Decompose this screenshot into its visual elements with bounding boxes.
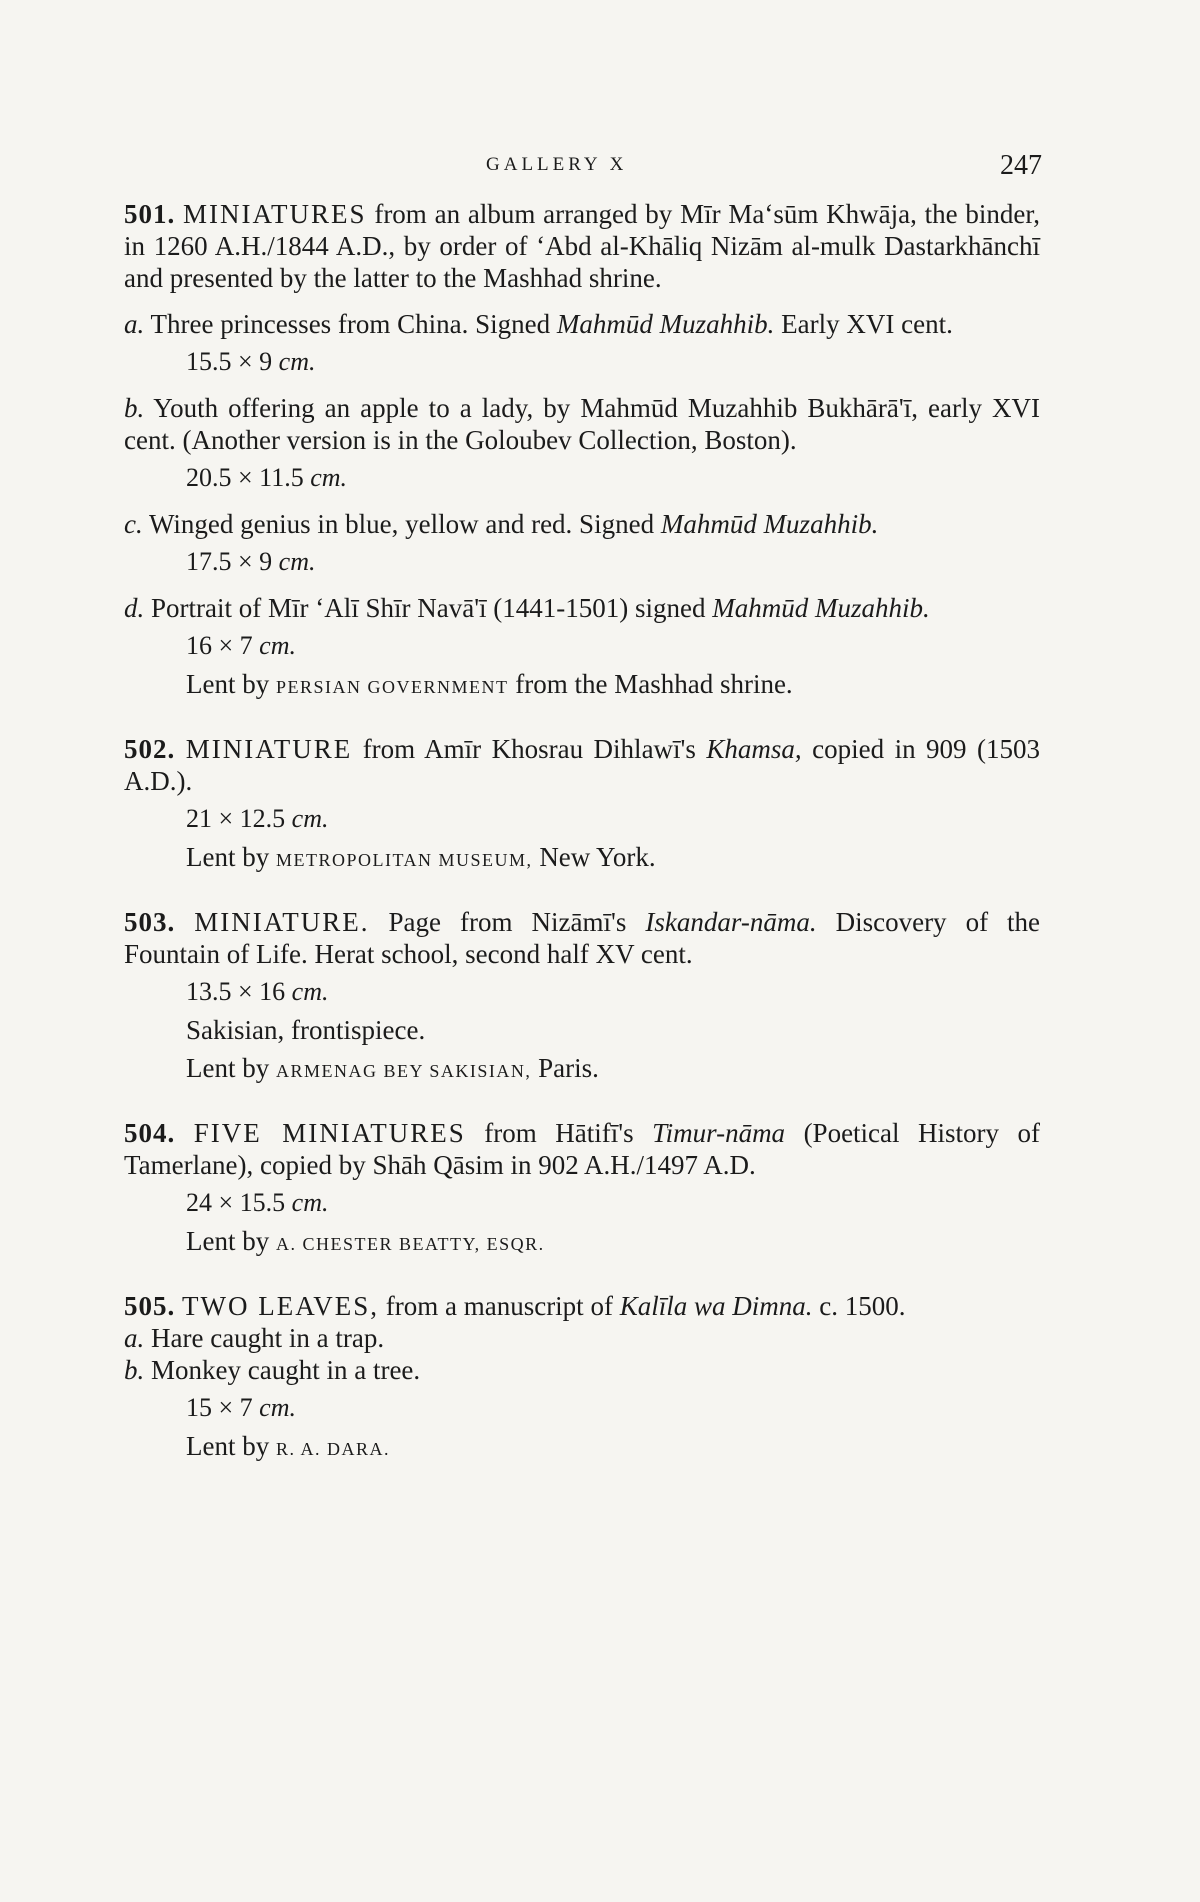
item-signature: Mahmūd Muzahhib. — [660, 509, 879, 539]
item-501-c — [124, 508, 1040, 578]
entry-dimensions-line — [186, 976, 1040, 1008]
entry-text: Page from Nizāmī's — [388, 907, 627, 937]
entry-title-italic: Timur-nāma — [652, 1118, 786, 1148]
item-501-d — [124, 592, 1040, 662]
gallery-title: GALLERY X — [486, 154, 628, 175]
entry-text: from Amīr Khosrau Dihlawī's — [362, 734, 696, 764]
lender-line — [186, 1225, 1040, 1260]
item-description: Three princesses from China. Signed — [150, 309, 551, 339]
item-dimensions: 17.5 × 9 — [186, 547, 273, 576]
entry-text-continued: Discovery of the Fountain of Life. Herat school, second half XV cent. — [124, 907, 1041, 969]
entry-number: 502. — [124, 734, 176, 764]
entry-dimensions: 13.5 × 16 — [186, 977, 286, 1006]
lender-line — [186, 841, 1040, 876]
item-description: Winged genius in blue, yellow and red. Signed — [149, 509, 655, 539]
entry-number: 505. — [124, 1291, 176, 1321]
lent-prefix: Lent by — [186, 1431, 270, 1461]
page-number: 247 — [1000, 150, 1042, 181]
entry-title-italic: Kalīla wa Dimna. — [619, 1291, 813, 1321]
item-letter: b. — [124, 393, 145, 423]
entry-title-italic: Khamsa, — [706, 734, 802, 764]
entry-504 — [124, 1117, 1040, 1260]
bibliographic-reference: Sakisian, frontispiece. — [186, 1015, 426, 1045]
entry-number: 503. — [124, 907, 176, 937]
entry-dimensions: 21 × 12.5 — [186, 804, 286, 833]
dimension-unit: cm. — [259, 631, 296, 660]
running-head — [124, 150, 1040, 190]
entry-504-description — [124, 1117, 1040, 1181]
item-dimensions: 15.5 × 9 — [186, 347, 273, 376]
item-dimensions-line — [186, 462, 1040, 494]
entry-dimensions-line — [186, 1392, 1040, 1424]
item-dimensions: 20.5 × 11.5 — [186, 463, 304, 492]
dimension-unit: cm. — [291, 1188, 329, 1217]
lender-name: A. CHESTER BEATTY, ESQR. — [275, 1234, 545, 1254]
entry-503-description — [124, 906, 1040, 970]
item-text — [124, 592, 1040, 624]
entry-dimensions-line — [186, 1187, 1040, 1219]
entry-text: from an album arranged by Mīr Ma‘sūm Khwāja, the binder, in 1260 A.H./1844 A.D., by order of ‘Abd al-Khāliq Nizām al-mulk Dastarkhānchī and presented by the latter to the Mashhad shrine. — [124, 199, 1041, 293]
lent-prefix: Lent by — [186, 1053, 270, 1083]
item-signature: Mahmūd Muzahhib. — [556, 309, 775, 339]
item-description: Hare caught in a trap. — [151, 1323, 385, 1353]
entry-text-continued: (Poetical History of Tamerlane), copied by Shāh Qāsim in 902 A.H./1497 A.D. — [124, 1118, 1041, 1180]
item-501-a — [124, 308, 1040, 378]
entry-text-continued: copied in 909 (1503 A.D.). — [124, 734, 1040, 796]
entry-text: from Hātifī's — [484, 1118, 634, 1148]
entry-number: 504. — [124, 1118, 176, 1148]
dimension-unit: cm. — [259, 1393, 296, 1422]
item-text — [124, 508, 1040, 540]
lender-line — [186, 1052, 1040, 1087]
entry-dimensions: 24 × 15.5 — [186, 1188, 286, 1217]
dimension-unit: cm. — [278, 547, 316, 576]
dimension-unit: cm. — [278, 347, 316, 376]
lender-name: ARMENAG BEY SAKISIAN, — [275, 1061, 532, 1081]
entry-505-description — [124, 1290, 1040, 1322]
entry-503 — [124, 906, 1040, 1087]
item-text — [124, 392, 1040, 456]
entry-title-italic: Iskandar-nāma. — [645, 907, 817, 937]
item-505-b — [124, 1354, 1040, 1386]
lent-suffix: from the Mashhad shrine. — [515, 669, 793, 699]
entry-505 — [124, 1290, 1040, 1465]
item-description: Portrait of Mīr ‘Alī Shīr Navā'ī (1441-1501) signed — [151, 593, 706, 623]
item-dimensions-line — [186, 346, 1040, 378]
entry-dimensions-line — [186, 803, 1040, 835]
item-description: Monkey caught in a tree. — [151, 1355, 421, 1385]
lender-name: METROPOLITAN MUSEUM, — [275, 850, 533, 870]
entry-heading: FIVE MINIATURES — [193, 1118, 466, 1148]
entry-dimensions: 15 × 7 — [186, 1393, 253, 1422]
lent-prefix: Lent by — [186, 842, 270, 872]
lender-name: R. A. DARA. — [275, 1439, 390, 1459]
item-letter: d. — [124, 593, 145, 623]
item-description: Youth offering an apple to a lady, by Mahmūd Muzahhib Bukhārā'ī, early XVI cent. (Another version is in the Goloubev Collection, Boston). — [124, 393, 1040, 455]
entry-heading: TWO LEAVES, — [182, 1291, 379, 1321]
entry-text-continued: c. 1500. — [819, 1291, 906, 1321]
item-text — [124, 308, 1040, 340]
item-date: Early XVI cent. — [781, 309, 953, 339]
item-letter: b. — [124, 1355, 145, 1385]
entry-heading: MINIATURES — [183, 199, 367, 229]
item-501-b — [124, 392, 1040, 494]
entry-501 — [124, 198, 1040, 703]
entry-heading: MINIATURE. — [194, 907, 370, 937]
entry-502 — [124, 733, 1040, 876]
entry-502-description — [124, 733, 1040, 797]
item-letter: a. — [124, 1323, 145, 1353]
item-signature: Mahmūd Muzahhib. — [712, 593, 930, 623]
lent-prefix: Lent by — [186, 669, 270, 699]
item-letter: c. — [124, 509, 143, 539]
dimension-unit: cm. — [310, 463, 348, 492]
dimension-unit: cm. — [291, 804, 329, 833]
item-dimensions-line — [186, 546, 1040, 578]
entry-heading: MINIATURE — [185, 734, 353, 764]
item-dimensions: 16 × 7 — [186, 631, 253, 660]
lent-suffix: Paris. — [538, 1053, 599, 1083]
lent-suffix: New York. — [539, 842, 656, 872]
item-dimensions-line — [186, 630, 1040, 662]
entry-number: 501. — [124, 199, 176, 229]
entry-501-description — [124, 198, 1040, 294]
entry-text: from a manuscript of — [385, 1291, 613, 1321]
item-letter: a. — [124, 309, 145, 339]
lender-line — [186, 668, 1040, 703]
lender-name: PERSIAN GOVERNMENT — [275, 677, 509, 697]
lender-line — [186, 1430, 1040, 1465]
dimension-unit: cm. — [291, 977, 329, 1006]
item-505-a — [124, 1322, 1040, 1354]
lent-prefix: Lent by — [186, 1226, 270, 1256]
